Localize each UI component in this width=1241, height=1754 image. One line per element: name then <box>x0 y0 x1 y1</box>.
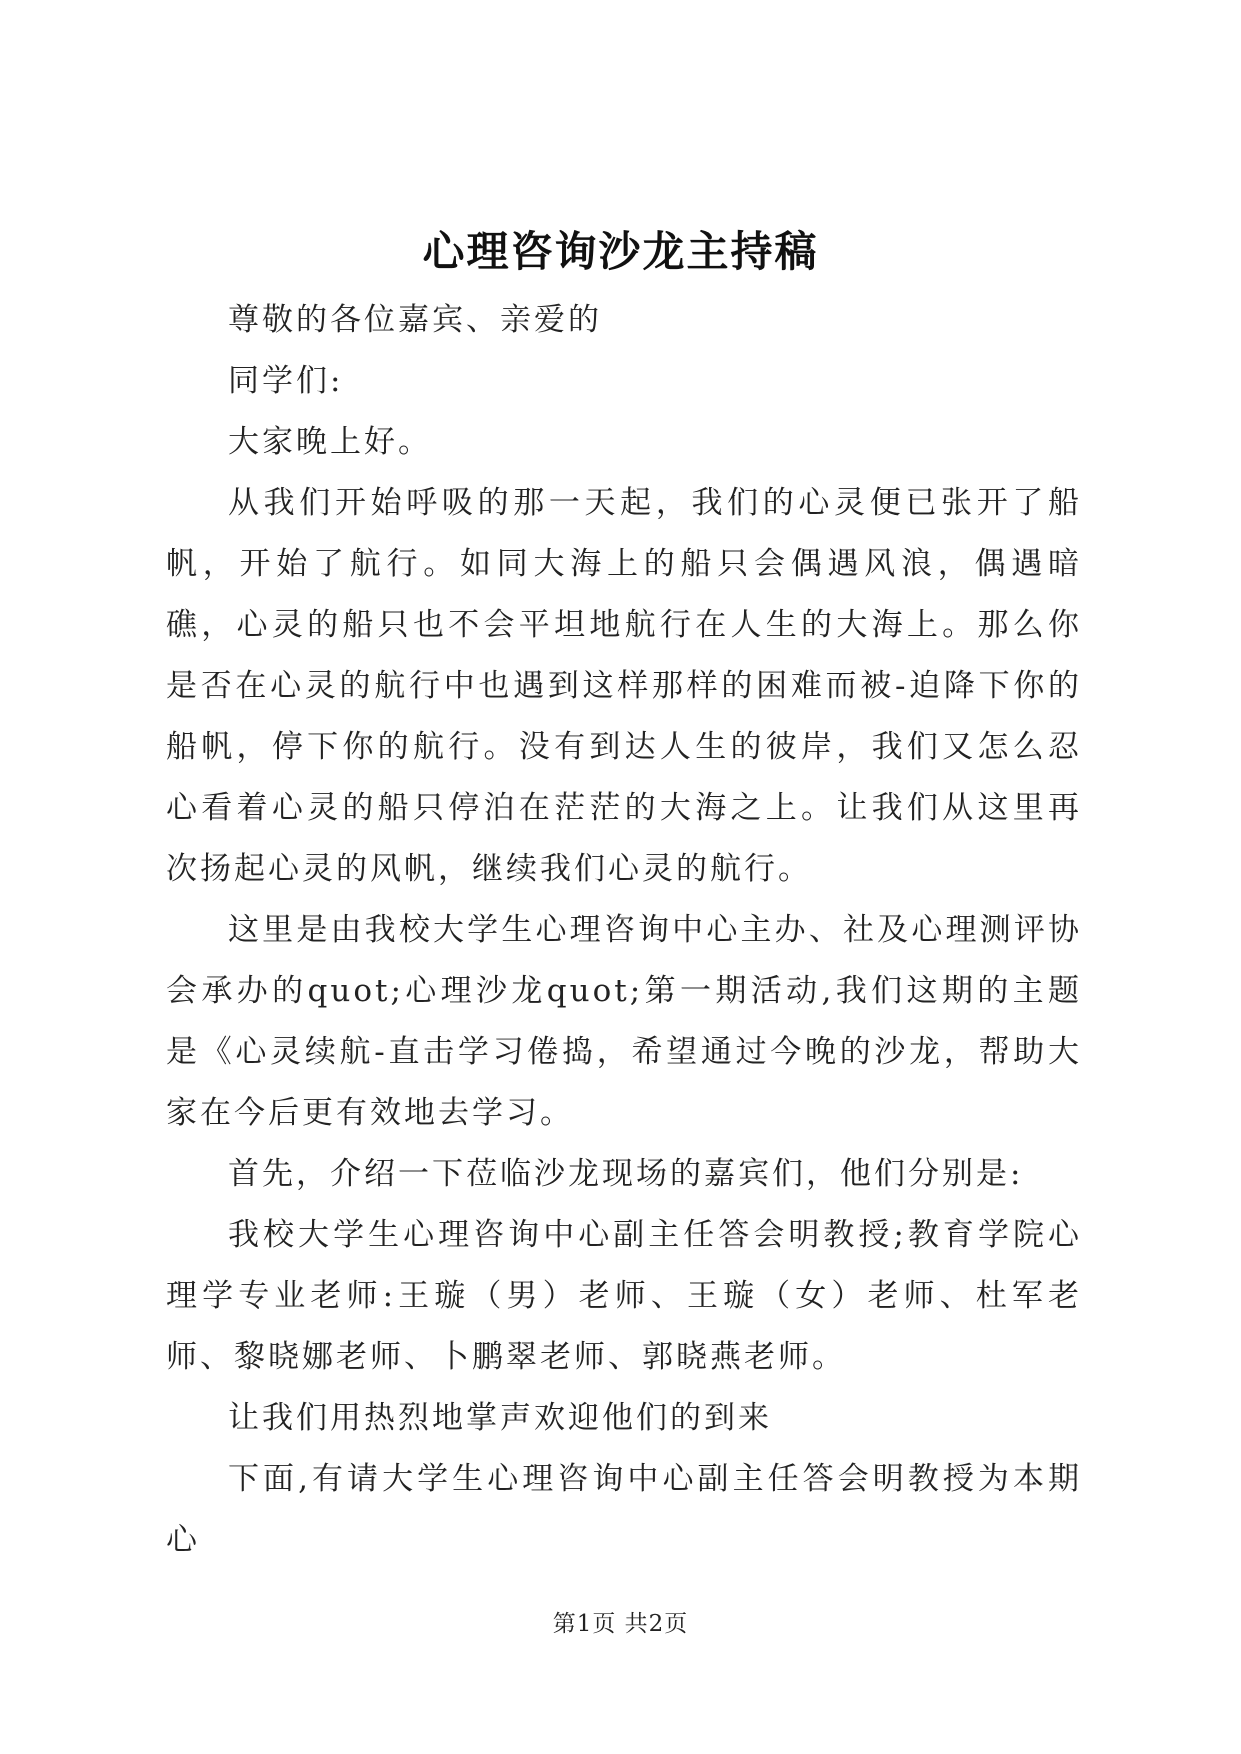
paragraph-next: 下面,有请大学生心理咨询中心副主任答会明教授为本期心 <box>166 1461 1082 1558</box>
paragraph-event-intro: 这里是由我校大学生心理咨询中心主办、社及心理测评协会承办的quot;心理沙龙quot;第一期活动,我们这期的主题是《心灵续航-直击学习倦捣，希望通过今晚的沙龙，帮助大家在今后更有效地去学习。 <box>166 912 1082 1131</box>
paragraph-greeting-classmates: 同学们: <box>228 363 344 399</box>
document-title: 心理咨询沙龙主持稿 <box>422 227 819 276</box>
page-number-footer: 第1页 共2页 <box>552 1611 689 1637</box>
paragraph-voyage: 从我们开始呼吸的那一天起，我们的心灵便已张开了船帆，开始了航行。如同大海上的船只会偶遇风浪，偶遇暗礁，心灵的船只也不会平坦地航行在人生的大海上。那么你是否在心灵的航行中也遇到这样那样的困难而被-迫降下你的船帆，停下你的航行。没有到达人生的彼岸，我们又怎么忍心看着心灵的船只停泊在茫茫的大海之上。让我们从这里再次扬起心灵的风帆，继续我们心灵的航行。 <box>166 485 1082 887</box>
paragraph-guests-list: 我校大学生心理咨询中心副主任答会明教授;教育学院心理学专业老师:王璇（男）老师、王璇（女）老师、杜军老师、黎晓娜老师、卜鹏翠老师、郭晓燕老师。 <box>166 1217 1082 1375</box>
paragraph-welcome: 让我们用热烈地掌声欢迎他们的到来 <box>228 1400 772 1436</box>
paragraph-good-evening: 大家晚上好。 <box>228 424 432 460</box>
paragraph-greeting: 尊敬的各位嘉宾、亲爱的 <box>228 302 602 338</box>
document-body <box>166 290 1082 1571</box>
paragraph-guests-intro: 首先，介绍一下莅临沙龙现场的嘉宾们，他们分别是: <box>228 1156 1024 1192</box>
